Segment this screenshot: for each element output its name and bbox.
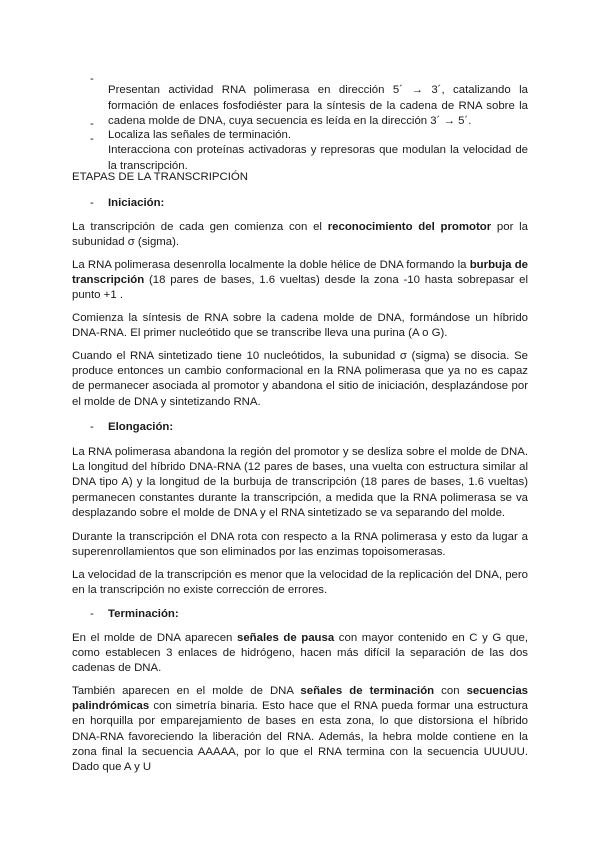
section-title-iniciacion: Iniciación:: [108, 197, 165, 209]
bullet-item: Localiza las señales de terminación.: [108, 129, 291, 142]
bullet-marker: -: [90, 118, 94, 130]
paragraph: Comienza la síntesis de RNA sobre la cadena molde de DNA, formándose un híbrido DNA-RNA. El primer nucleótido que se transcribe lleva una purina (A o G).: [72, 312, 528, 340]
section-title-terminacion: Terminación:: [108, 608, 179, 620]
section-marker: -: [90, 197, 94, 209]
paragraph: Durante la transcripción el DNA rota con respecto a la RNA polimerasa y esto da lugar a superenrollamientos que son eliminados por las enzimas topoisomerasas.: [72, 531, 528, 559]
bold-term: reconocimiento del promotor: [327, 221, 492, 233]
bold-term: señales de pausa: [236, 632, 335, 644]
bold-term: señales de terminación: [300, 685, 435, 697]
bullet-marker: -: [90, 133, 94, 145]
bullet-item: Presentan actividad RNA polimerasa en dirección 5´ → 3´, catalizando la formación de enlaces fosfodiéster para la síntesis de la cadena de RNA sobre la cadena molde de DNA, cuya secuencia es leída en la dirección 3´ → 5´.: [108, 84, 528, 127]
paragraph: La transcripción de cada gen comienza con el reconocimiento del promotor por la subunidad σ (sigma).: [72, 221, 528, 249]
bullet-marker: -: [90, 73, 94, 85]
bold-term: burbuja de transcripción: [72, 259, 528, 287]
paragraph: La RNA polimerasa abandona la región del promotor y se desliza sobre el molde de DNA. La longitud del híbrido DNA-RNA (12 pares de bases, una vuelta con estructura similar al DNA tipo A) y la longitud de la burbuja de transcripción (18 pares de bases, 1.6 vueltas) permanecen constantes durante la transcripción, a medida que la RNA polimerasa se va desplazando sobre el molde de DNA y el RNA sintetizado se va separando del molde.: [72, 446, 528, 519]
bullet-item: Interacciona con proteínas activadoras y represoras que modulan la velocidad de la transcripción.: [108, 144, 528, 172]
section-marker: -: [90, 421, 94, 433]
bold-term: secuencias palindrómicas: [72, 685, 529, 713]
paragraph: También aparecen en el molde de DNA señales de terminación con secuencias palindrómicas con simetría binaria. Esto hace que el RNA pueda formar una estructura en horquilla por emparejamiento de bases en esta zona, lo que distorsiona el híbrido DNA-RNA favoreciendo la liberación del RNA. Además, la hebra molde contiene en la zona final la secuencia AAAAA, por lo que el RNA termina con la secuencia UUUUU. Dado que A y U: [72, 685, 529, 774]
section-title-elongacion: Elongación:: [108, 421, 174, 433]
paragraph: En el molde de DNA aparecen señales de pausa con mayor contenido en C y G que, como establecen 3 enlaces de hidrógeno, hacen más difícil la separación de las dos cadenas de DNA.: [72, 632, 528, 675]
section-marker: -: [90, 608, 94, 620]
paragraph: La RNA polimerasa desenrolla localmente la doble hélice de DNA formando la burbuja de transcripción (18 pares de bases, 1.6 vueltas) desde la zona -10 hasta sobrepasar el punto +1 .: [72, 259, 528, 302]
paragraph: Cuando el RNA sintetizado tiene 10 nucleótidos, la subunidad σ (sigma) se disocia. Se produce entonces un cambio conformacional en la RNA polimerasa que ya no es capaz de permanecer asociada al promotor y abandona el sitio de iniciación, desplazándose por el molde de DNA y sintetizando RNA.: [72, 350, 528, 408]
section-heading: ETAPAS DE LA TRANSCRIPCIÓN: [72, 171, 248, 183]
paragraph: La velocidad de la transcripción es menor que la velocidad de la replicación del DNA, pero en la transcripción no existe corrección de errores.: [72, 569, 528, 597]
